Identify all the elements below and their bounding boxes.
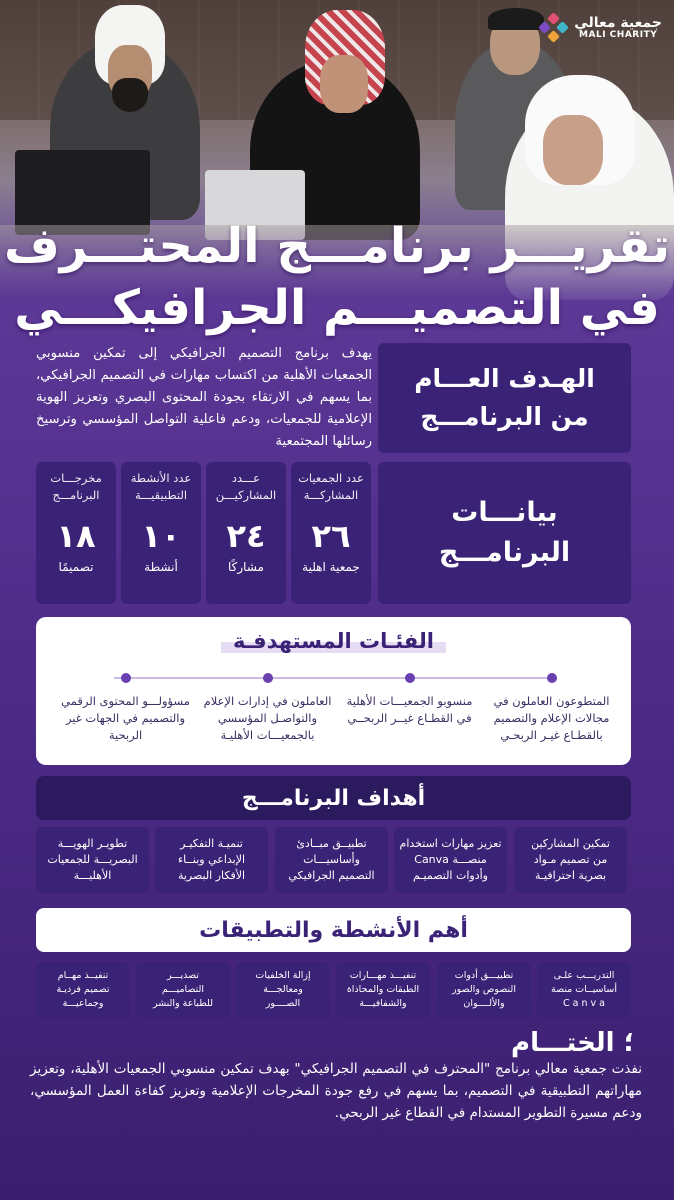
stat-unit: أنشطة bbox=[144, 560, 178, 574]
logo-name-en: MALI CHARITY bbox=[579, 29, 658, 40]
stat-unit: مشاركًا bbox=[228, 560, 264, 574]
activity-card: تصديـــر التصاميـــم للطباعة والنشر bbox=[136, 962, 230, 1018]
activity-card: تنفيــذ مهــام تصميم فرديـة وجماعيـــة bbox=[36, 962, 130, 1018]
logo-name-ar: جمعية معالي bbox=[574, 14, 662, 31]
stat-value: ١٨ bbox=[56, 517, 96, 555]
activities-heading-band bbox=[36, 908, 631, 952]
page-title bbox=[0, 215, 674, 339]
stat-card-participants bbox=[206, 462, 286, 604]
target-item: منسوبو الجمعيـــات الأهلية في القطـاع غيــر الربحــي bbox=[346, 694, 473, 725]
stat-label: عدد الجمعيات المشاركـــة bbox=[298, 471, 364, 502]
target-dot-icon bbox=[263, 673, 273, 683]
activity-card: تطبيـــق أدوات النصوص والصور والألــــوان bbox=[437, 962, 531, 1018]
stat-card-activities bbox=[121, 462, 201, 604]
stat-label: عـــدد المشاركيـــن bbox=[215, 471, 277, 502]
stat-label: مخرجـــات البرنامـــج bbox=[50, 471, 102, 502]
target-connector-line bbox=[114, 677, 554, 679]
title-line-1: تقريـــر برنامـــج المحتـــرف bbox=[3, 218, 671, 274]
goal-card: تطبيــق مبــادئ وأساسيـــات التصميم الجرافيكي bbox=[275, 827, 388, 893]
charity-logo bbox=[532, 8, 662, 48]
logo-mark-icon bbox=[540, 14, 568, 42]
target-dot-icon bbox=[547, 673, 557, 683]
stat-unit: تصميمًا bbox=[58, 560, 94, 574]
goals-heading: أهداف البرنامـــج bbox=[241, 785, 426, 811]
objective-heading-box bbox=[378, 343, 631, 453]
conclusion-text: نفذت جمعية معالي برنامج "المحترف في التصميم الجرافيكي" بهدف تمكين منسوبي الجمعيات الأهلية، وتعزيز مهاراتهم التطبيقية في التصميم، بما يسهم في رفع جودة المخرجات الإعلامية وتعزيز كفاءة العمل المؤسسي، ودعم مسيرة التطوير المستدام في القطاع غير الربحي. bbox=[30, 1061, 642, 1121]
objective-heading: الهـدف العـــام من البرنامـــج bbox=[414, 364, 595, 431]
activity-card: إزالة الخلفيات ومعالجـــة الصــــور bbox=[236, 962, 330, 1018]
target-dot-icon bbox=[121, 673, 131, 683]
stat-value: ٢٦ bbox=[311, 517, 351, 555]
target-dot-icon bbox=[405, 673, 415, 683]
title-line-2: في التصميـــم الجرافيكـــي bbox=[14, 280, 660, 336]
activities-heading: أهم الأنشطة والتطبيقات bbox=[199, 917, 468, 943]
target-item: مسؤولـــو المحتوى الرقمي والتصميم في الجهات غير الربحية bbox=[61, 694, 190, 742]
goal-card: تعزيز مهارات استخدام منصـــة Canva وأدوات التصميـم bbox=[394, 827, 507, 893]
target-heading: الفئـات المستهدفـة bbox=[221, 629, 446, 653]
activity-card: التدريـــب علـى أساسيــات منصة C a n v a bbox=[537, 962, 631, 1018]
program-data-heading-box bbox=[378, 462, 631, 604]
objective-text: يهدف برنامج التصميم الجرافيكي إلى تمكين منسوبي الجمعيات الأهلية من اكتساب مهارات في التصميم الجرافيكي، بما يسهم في الارتقاء بجودة المحتوى البصري وتعزيز الهوية الإعلامية للجمعيات، ودعم فاعلية التواصل المؤسسي وترسيخ رسائلها المجتمعية bbox=[36, 346, 372, 449]
goal-card: تمكين المشاركين من تصميم مـواد بصرية احترافيـة bbox=[514, 827, 627, 893]
program-data-heading: بيانـــات البرنامـــج bbox=[438, 497, 571, 568]
stat-card-associations bbox=[291, 462, 371, 604]
stat-unit: جمعية اهلية bbox=[302, 560, 360, 574]
target-item: العاملون في إدارات الإعلام والتواصـل المؤسسي بالجمعيـــات الأهليـة bbox=[203, 694, 332, 742]
target-heading-wrap bbox=[36, 629, 631, 653]
target-categories-card bbox=[36, 617, 631, 765]
stat-card-outputs bbox=[36, 462, 116, 604]
target-item: المتطوعون العاملون في مجالات الإعلام والتصميم بالقطـاع غيـر الربحـي bbox=[493, 694, 610, 742]
stat-value: ٢٤ bbox=[226, 517, 266, 555]
stat-value: ١٠ bbox=[141, 517, 181, 555]
goals-heading-band bbox=[36, 776, 631, 820]
activity-card: تنفيـــذ مهـــارات الطبقات والمحاذاة والشفافيـــة bbox=[336, 962, 430, 1018]
conclusion-heading: ؛ الختـــام bbox=[511, 1028, 634, 1058]
goal-card: تطويـر الهويـــة البصريـــة للجمعيات الأهليـــة bbox=[36, 827, 149, 893]
goal-card: تنميـة التفكيـر الإبداعي وبنــاء الأفكار البصرية bbox=[155, 827, 268, 893]
stat-label: عدد الأنشطة التطبيقيـــة bbox=[130, 471, 192, 502]
